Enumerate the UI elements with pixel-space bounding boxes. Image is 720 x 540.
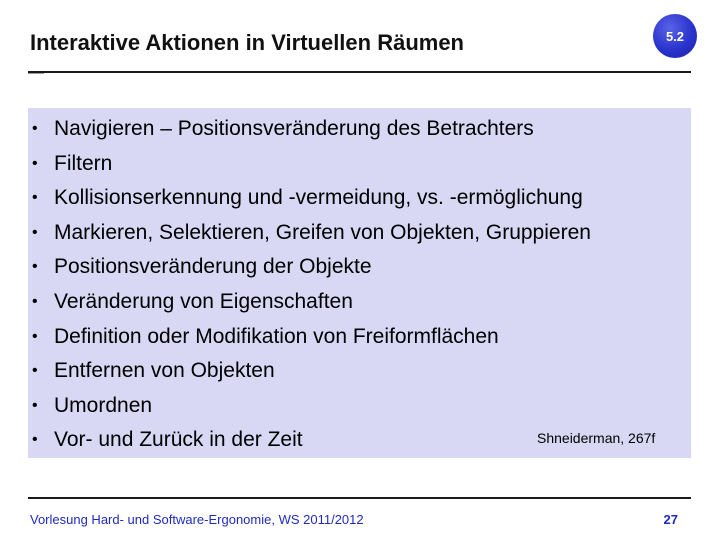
bullet-text: Definition oder Modifikation von Freiformflächen [54, 324, 499, 348]
course-footer: Vorlesung Hard- und Software-Ergonomie, WS 2011/2012 [30, 512, 364, 527]
bullet-icon: • [32, 120, 38, 137]
bullet-text: Veränderung von Eigenschaften [54, 289, 353, 313]
bullet-text: Vor- und Zurück in der Zeit [54, 428, 303, 452]
footer-divider [28, 497, 691, 499]
bullet-icon: • [32, 292, 38, 310]
bullet-item [28, 250, 691, 285]
bullet-text: Markieren, Selektieren, Greifen von Objekten, Gruppieren [54, 220, 591, 244]
bullet-icon: • [32, 431, 38, 449]
bullet-icon: • [32, 396, 38, 414]
section-number-badge: 5.2 [653, 14, 697, 58]
bullet-list [28, 112, 691, 458]
source-citation: Shneiderman, 267f [537, 430, 656, 446]
bullet-icon: • [32, 258, 38, 276]
bullet-item [28, 181, 691, 216]
bullet-item [28, 354, 691, 389]
bullet-item [28, 147, 691, 182]
bullet-text: Entfernen von Objekten [54, 359, 275, 383]
bullet-icon: • [32, 362, 38, 380]
bullet-text: Positionsveränderung der Objekte [54, 255, 372, 279]
bullet-item [28, 285, 691, 320]
bullet-item [28, 389, 691, 424]
bullet-text: Filtern [54, 151, 113, 175]
bullet-text: Umordnen [54, 393, 153, 417]
bullet-icon: • [32, 189, 38, 207]
page-number: 27 [663, 512, 678, 527]
bullet-item [28, 112, 691, 147]
bullet-text: Kollisionserkennung und -vermeidung, vs. -ermöglichung [54, 186, 583, 210]
bullet-item [28, 320, 691, 355]
bullet-icon: • [32, 223, 38, 241]
title-divider [28, 71, 691, 73]
bullet-item [28, 216, 691, 251]
bullet-text: Navigieren – Positionsveränderung des Betrachters [54, 117, 534, 140]
bullet-icon: • [32, 154, 38, 172]
bullet-icon: • [32, 327, 38, 345]
title-divider-accent [28, 73, 44, 74]
slide-title: Interaktive Aktionen in Virtuellen Räumen [30, 30, 464, 55]
